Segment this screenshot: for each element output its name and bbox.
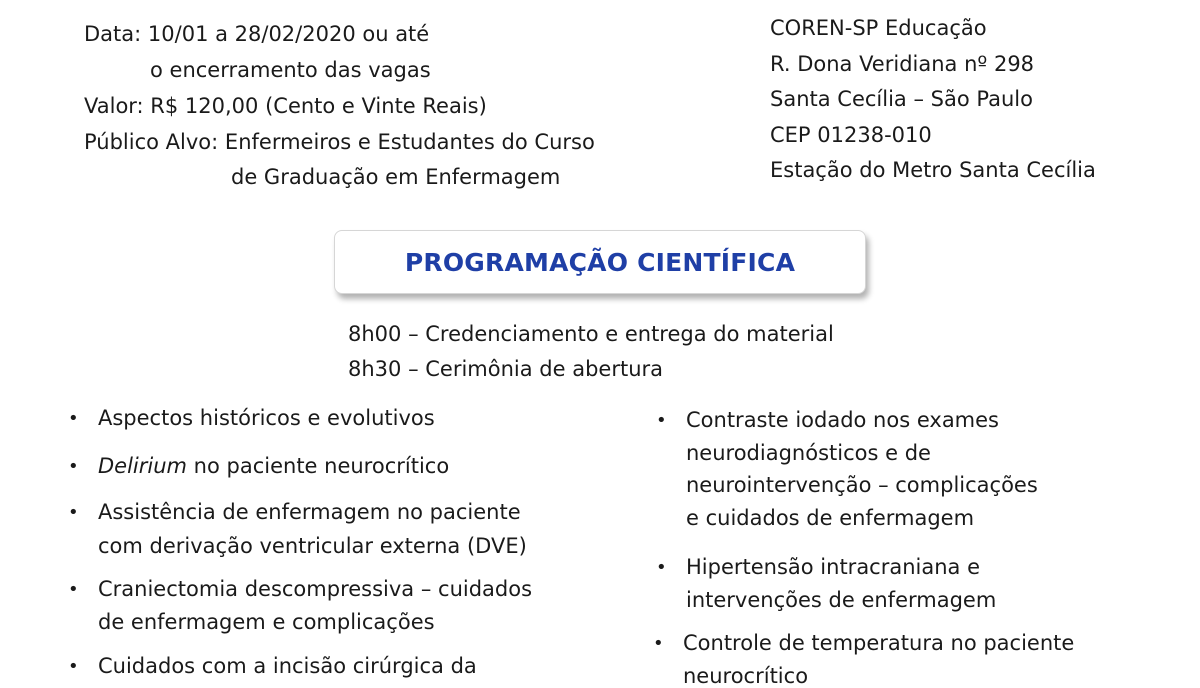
bullet: • bbox=[653, 633, 664, 654]
date-label: Data: bbox=[84, 22, 142, 46]
bullet: • bbox=[68, 579, 79, 600]
bullet: • bbox=[68, 656, 79, 677]
section-title-box bbox=[334, 230, 866, 294]
topic-left-5-line-1: Cuidados com a incisão cirúrgica da bbox=[98, 654, 477, 678]
section-title: PROGRAMAÇÃO CIENTÍFICA bbox=[404, 247, 796, 277]
address-line-2: R. Dona Veridiana nº 298 bbox=[770, 52, 1035, 76]
bullet: • bbox=[656, 557, 667, 578]
audience-label: Público Alvo: bbox=[84, 130, 219, 154]
topic-left-4-line-1: Craniectomia descompressiva – cuidados bbox=[98, 577, 533, 601]
topic-left-2-rest: no paciente neurocrítico bbox=[187, 454, 450, 478]
topic-right-2-line-1: Hipertensão intracraniana e bbox=[686, 555, 981, 579]
address-line-3: Santa Cecília – São Paulo bbox=[770, 87, 1033, 111]
date-line bbox=[84, 24, 429, 45]
bullet: • bbox=[656, 410, 667, 431]
topic-left-4-line-2: de enfermagem e complicações bbox=[98, 610, 435, 634]
topic-left-3-line-1: Assistência de enfermagem no paciente bbox=[98, 500, 521, 524]
bullet: • bbox=[68, 502, 79, 523]
address-line-1: COREN-SP Educação bbox=[770, 16, 987, 40]
topic-left-2-italic: Delirium bbox=[98, 454, 187, 478]
address-line-5: Estação do Metro Santa Cecília bbox=[770, 158, 1096, 182]
audience-value-cont: de Graduação em Enfermagem bbox=[231, 165, 561, 189]
schedule-item-2: 8h30 – Cerimônia de abertura bbox=[348, 357, 664, 381]
topic-left-2 bbox=[98, 456, 449, 477]
bullet: • bbox=[68, 456, 79, 477]
topic-right-3-line-1: Controle de temperatura no paciente bbox=[683, 631, 1075, 655]
topic-left-3-line-2: com derivação ventricular externa (DVE) bbox=[98, 534, 527, 558]
audience-value: Enfermeiros e Estudantes do Curso bbox=[224, 130, 595, 154]
topic-left-1: Aspectos históricos e evolutivos bbox=[98, 406, 435, 430]
topic-right-1-line-4: e cuidados de enfermagem bbox=[686, 506, 975, 530]
topic-right-3-line-2: neurocrítico bbox=[683, 664, 809, 688]
address-line-4: CEP 01238-010 bbox=[770, 123, 932, 147]
bullet: • bbox=[68, 408, 79, 429]
date-value-cont: o encerramento das vagas bbox=[150, 58, 431, 82]
price-line: Valor: R$ 120,00 (Cento e Vinte Reais) bbox=[84, 94, 487, 118]
topic-right-1-line-3: neurointervenção – complicações bbox=[686, 473, 1038, 497]
topic-right-2-line-2: intervenções de enfermagem bbox=[686, 588, 997, 612]
topic-right-1-line-1: Contraste iodado nos exames bbox=[686, 408, 1000, 432]
date-value: 10/01 a 28/02/2020 ou até bbox=[147, 22, 430, 46]
schedule-item-1: 8h00 – Credenciamento e entrega do material bbox=[348, 322, 834, 346]
topic-right-1-line-2: neurodiagnósticos e de bbox=[686, 441, 931, 465]
audience-line bbox=[84, 132, 595, 153]
